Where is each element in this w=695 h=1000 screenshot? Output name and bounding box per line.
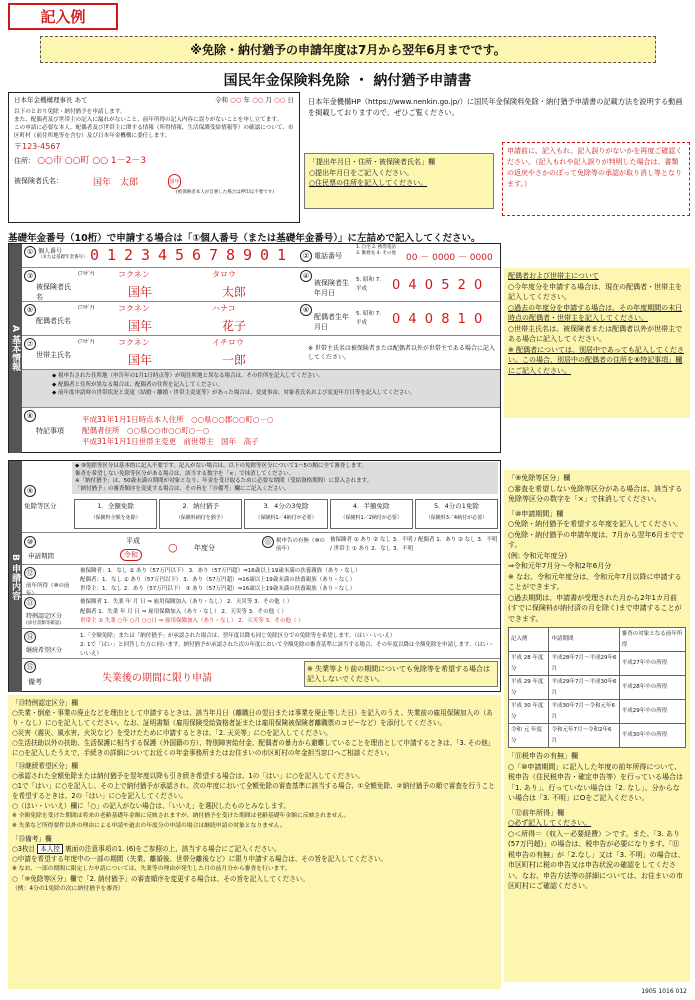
r15-note: ※ 失業等より前の期間についても免除等を希望する場合は記入しないでください。	[304, 661, 498, 687]
footer-code: 1905 1016 012	[641, 988, 687, 995]
id-digit[interactable]: 0	[89, 246, 100, 264]
r8-line-3[interactable]: 平成31年1月1日世帯主変更 前世帯主 国年 高子	[82, 437, 259, 446]
verify-note: 申請前に、記入もれ、記入誤りがないかを再度ご確認ください。（記入もれや記入誤りが判明した場合は、書類の返戻やさかのぼって免除等の承認が取り消し等となります。）	[502, 142, 690, 216]
phone-label: 電話番号	[314, 252, 342, 260]
r12-row-3[interactable]: 世帯主：1．なし 2．あり（57万円以下） ③ あり（57万円超）⇒16歳以上19歳未満の扶養親族（あり・なし）	[80, 586, 356, 592]
period-table: 記入例 申請期間 審査の対象となる前年所得 平成 28 年度分 平成28年7月～平成29年6月 平成27年中の所得 平成 29 年度分 平成29年7月～平成30年6月 平成28年中の所得 平成 30 年度分 平成30年7月～令和元年6月 平成29年中の所得 令和 元 年度分 令和元年7月～令和2年6月 平成30年中の所得	[508, 627, 686, 748]
seal-note: (被保険者本人が自署した場合は押印は不要です)	[175, 189, 274, 195]
r5-kana-given[interactable]: ハナコ	[212, 304, 236, 313]
r5-family-name[interactable]: 国年	[128, 319, 153, 333]
r12-row-2[interactable]: 配偶者：1．なし ② あり（57万円以下） 3．あり（57万円超）⇒16歳以上19歳未満の扶養親族（あり・なし）	[80, 577, 356, 583]
r5-kana-family[interactable]: コクネン	[118, 304, 150, 313]
r11-rows[interactable]: 被保険者 ① あり ② なし 3．不明 / 配偶者 1．あり ② なし 3．不明 / 世帯主 ① あり 2．なし 3．不明	[330, 537, 498, 552]
kiso-heading: 基礎年金番号（10桁）で申請する場合は「①個人番号（または基礎年金番号）」に左詰めで記入してください。	[8, 233, 481, 244]
a-bullet-2: ◆ 配偶者と住所が異なる場合は、配偶者の住所を記入してください。	[52, 381, 223, 388]
r10-year[interactable]: ○	[168, 541, 178, 554]
r3-family-name[interactable]: 国年	[128, 285, 153, 299]
exemption-type-option[interactable]: 2．納付猶予 （保険料納付を猶予）	[159, 499, 242, 529]
exemption-type-option[interactable]: 5．4分の1免除 （保険料3／4納付が必要）	[415, 499, 498, 529]
name-label: 被保険者氏名：	[14, 177, 63, 185]
intro-1: 以下のとおり免除・納付猶予を申請します。	[14, 108, 126, 115]
r3-kana-given[interactable]: タロウ	[212, 270, 236, 279]
address-value[interactable]: ○○市 ○○町 ○○ 1－2－3	[37, 155, 147, 166]
id-digit[interactable]: 2	[123, 246, 134, 264]
a-bullet-1: ◆ 税申告された住所地（申告年の1月1日時点等）が現住所地と異なる場合は、その住所を記入してください。	[52, 373, 324, 379]
intro-3: この申請に必要な本人、配偶者及び世帯主に関する情報（所得情報、生活保護受給情報等）の確認について、市区町村（前住所地等を含む）及び日本年金機構に委任します。	[14, 124, 294, 139]
spouse-note: 配偶者および世帯主について ○今年度分を申請する場合は、現在の配偶者・世帯主を記入してください。 ○過去の年度分を申請する場合は、その年度期間の末日時点の配偶者・世帯主を記入してください。 ○世帯主氏名は、被保険者または配偶者以外が世帯主である場合に記入してください。 ※ 配偶者については、別居中であっても記入してください。この場合、別居中の配偶者の住所を⑧特記事項」欄にご記入ください。	[504, 268, 690, 418]
r15-value[interactable]: 失業後の期間に限り申請	[102, 673, 212, 684]
date-day[interactable]: ○○	[274, 96, 286, 104]
r1-sub: （または基礎年金番号）	[38, 255, 88, 260]
r9-label: 免除等区分	[24, 502, 57, 510]
id-digit[interactable]: 3	[140, 246, 151, 264]
exemption-type-option[interactable]: 1．全額免除 （保険料全額を免除）	[74, 499, 157, 529]
notice-banner: ※免除・納付猶予の申請年度は7月から翌年6月までです。	[40, 36, 656, 63]
r12-row-1[interactable]: 被保険者：1．なし ② あり（57万円以下） 3．あり（57万円超）⇒16歳以上19歳未満の扶養親族（あり・なし）	[80, 568, 361, 574]
form-title: 国民年金保険料免除 ・ 納付猶予申請書	[223, 73, 472, 89]
r1-label: 個人番号	[38, 248, 63, 255]
section-a: A 基本情報 ① 個人番号 （または基礎年金番号） 0 1 2 3 4 5 6 7 8 9 0 1 ② 電話番号 1. 自宅 2. 携帯電話 3. 勤務先 4. その他 00 － 0000 － 0000 ③ 被保険者氏名 (ﾌﾘｶﾞﾅ) コクネン タロウ 国年 太郎 ④ 被保険者生年月日 5. 昭和 7. 平成 0 4 0 5 2 0 ⑤ 配偶者氏名 (ﾌﾘｶﾞﾅ) コクネン ハナコ 国年 花子 ⑥ 配偶者生年月日 5. 昭和 7. 平成 0 4 0 8 1 0 ⑦ 世帯主氏名 (ﾌﾘｶﾞﾅ) コクネン イチロウ 国年 一郎 ※ 世帯主氏名は被保険者または配偶者以外が世帯主である場合に記入してください。 ◆ 税申告された住所地（申告年の1月1日時点等）が現住所地と異なる場合は、その住所を記入してください。 ◆ 配偶者と住所が異なる場合は、配偶者の住所を記入してください。 ◆ 前年度申請時の世帯状況と変更（結婚・離婚・世帯主変更等）があった場合は、変更事由、対象者氏名および変更年月日等を記入してください。 ⑧ 特記事項 平成31年1月1日時点本人住所 ○○県○○郡○○町○－○ 配偶者住所 ○○県○○市○○町○－○ 平成31年1月1日世帯主変更 前世帯主 国年 高子	[8, 243, 501, 453]
section-b-label: B 申請内容	[9, 461, 22, 692]
date-month[interactable]: ○○	[252, 96, 264, 104]
id-digit[interactable]: 8	[225, 246, 236, 264]
r8-label: 特記事項	[36, 427, 64, 435]
r8-line-2[interactable]: 配偶者住所 ○○県○○市○○町○－○	[82, 426, 210, 435]
id-digit[interactable]: 0	[259, 246, 270, 264]
r7-label: 世帯主氏名	[36, 351, 71, 359]
date-address-note: 「提出年月日・住所・被保険者氏名」欄 ○提出年月日をご記入ください。 ○住民票の住所を記入してください。	[304, 153, 494, 209]
r6-birthdate[interactable]: 0 4 0 8 1 0	[392, 312, 485, 327]
addressee: 日本年金機構理事長 あて	[14, 96, 88, 104]
name-value[interactable]: 国年 太郎	[93, 177, 139, 188]
r5-label: 配偶者氏名	[36, 317, 71, 325]
bottom-notes: 「⑬特例認定区分」欄 ○失業・倒産・事業の廃止などを理由として申請するときは、該当年月日（離職日の翌日または事業を廃止等した日）を記入のうえ、失業前の雇用保険加入の（あり・なし）に○を記入してください。なお、証明書類（雇用保険受給資格者証または雇用保険被保険者離職票のコピーなど）を添付してください。 ○災害（震災、風水害、火災など）を受けたために申請するときは、「2. 天災等」に○を記入してください。 ○生活扶助以外の扶助、生活保護に相当する保護（外国籍の方）、特別障害給付金、配偶者の暴力から避難していることを理由として申請するときは、「3. その他」に○を記入したうえで、手続きの詳細についてお近くの年金事務所またはお住まいの市区町村の年金担当窓口へご相談ください。 「⑭継続希望区分」欄 ○承認された全額免除または納付猶予を翌年度以降も引き続き希望する場合は、1の「はい」に○を記入してください。 ○1で「はい」に○を記入し、その上で納付猶予が承認され、次の年度において全額免除の審査基準に該当する場合、①全額免除、②納付猶予の順で審査を行うことを希望するときは、2の「はい」に○を記入してください。 ○（はい・いいえ）欄に「○」の記入がない場合は、「いいえ」を選択したものとみなします。 ※ 全額免除を受けた期間は将来の老齢基礎年金額に反映されますが、納付猶予を受けた期間は老齢基礎年金額に反映されません。 ※ 失業など所得要件以外の理由による申請や過去の年度分の申請の場合は継続申請の対象となりません。 「⑮備考」欄 ○3枚目 本人控 裏面の注意事項の1. (6)をご参照の上、該当する場合にご記入ください。 ○申請を希望する年度中の一部の期間（失業、離婚後、世帯分離後など）に限り申請する場合は、その旨を記入してください。 ※ なお、一部の期間に限定した申請については、失業等の理由が発生した月の前月分から審査を行います。 ○「⑨免除等区分」欄で「2. 納付猶予」の審査順序を変更する場合は、その旨を記入してください。 （例：4分の1免除の次に納付猶予を審査）	[8, 695, 501, 989]
applicant-box	[8, 92, 300, 223]
r8-line-1[interactable]: 平成31年1月1日時点本人住所 ○○県○○郡○○町○－○	[82, 415, 274, 424]
id-digit[interactable]: 1	[276, 246, 287, 264]
r10-label: 申請期間	[28, 552, 54, 560]
r14-text-2[interactable]: 2. 1で「はい」と回答した方に伺います。納付猶予が承認された次の年度において全額免除の審査基準に該当する場合、その年度以降は全額免除を申請します。（はい・いいえ）	[80, 642, 494, 657]
id-digit[interactable]: 7	[208, 246, 219, 264]
r13-row-2[interactable]: 配偶者 1．失業 年 月 日 ⇒ 雇用保険加入（あり・なし） 2．天災等 3．その他（ ）	[80, 608, 287, 615]
id-digit[interactable]: 9	[242, 246, 253, 264]
r7-kana-given[interactable]: イチロウ	[212, 338, 244, 347]
r11-label: 税申告の有無（⑩の前年）	[276, 538, 325, 552]
seal-stamp: 国年	[168, 174, 181, 189]
submission-date: 令和 ○○ 年 ○○ 月 ○○ 日	[215, 96, 294, 104]
r14-text-1[interactable]: 1.「全額免除」または「納付猶予」が承認された場合は、翌年度以降も同じ免除区分での免除等を希望します。（はい・いいえ）	[80, 633, 396, 639]
r13-label: 特例認定区分	[26, 613, 63, 620]
r12-label: 前年所得（⑩の前年）	[26, 583, 70, 597]
r14-label: 継続希望区分	[26, 647, 63, 654]
right-notes-b: 「⑨免除等区分」欄 ○審査を希望しない免除等区分がある場合は、該当する免除等区分の数字を「×」で抹消してください。 「⑩申請期間」欄 ○免除・納付猶予を希望する年度を記入してください。 ○免除・納付猶予の申請年度は、7月から翌年6月までです。 (例: 令和元年度分) ⇒令和元年7月分～令和2年6月分 ※ なお、令和元年度分は、令和元年7月以降に申請することができます。 ○過去期間は、申請書が受理された月から2年1カ月前(すでに保険料が納付済の月を除く)まで申請することができます。 記入例 申請期間 審査の対象となる前年所得 平成 28 年度分 平成28年7月～平成29年6月 平成27年中の所得 平成 29 年度分 平成29年7月～平成30年6月 平成28年中の所得 平成 30 年度分 平成30年7月～令和元年6月 平成29年中の所得 令和 元 年度分 令和元年7月～令和2年6月 平成30年中の所得 「⑪税申告の有無」欄 ○「⑩申請期間」に記入した年度の前年所得について、税申告（住民税申告・確定申告等）を行っている場合は「1. あり」、行っていない場合は「2. なし」、分からない場合は「3. 不明」にOをご記入ください。 「⑫前年所得」欄 ○必ず記入してください。 ○＜所得＝（収入－必要経費）＞です。また、「3. あり(57万円超)」の場合は、税申告が必要になります。「⑪税申告の有無」が「2.なし」又は「3. 不明」の場合は、市区町村に税の申告又は申告状況の確認をしてください。なお、申告方法等の詳細については、お住まいの市区町村にご確認ください。	[504, 470, 690, 982]
r7-kana-family[interactable]: コクネン	[118, 338, 150, 347]
r6-label: 配偶者生年月日	[314, 313, 349, 331]
id-digits[interactable]	[86, 246, 290, 264]
date-year[interactable]: ○○	[230, 96, 242, 104]
r15-label: 備考	[28, 678, 42, 686]
r3-kana-family[interactable]: コクネン	[118, 270, 150, 279]
r13-row-1[interactable]: 被保険者 1．失業 年 月 日 ⇒ 雇用保険加入（あり・なし） 2．天災等 3．その他（ ）	[80, 599, 293, 605]
id-digit[interactable]: 6	[191, 246, 202, 264]
r3-label: 被保険者氏名	[36, 283, 71, 301]
phone-options: 1. 自宅 2. 携帯電話 3. 勤務先 4. その他	[356, 245, 396, 256]
section-a-label: A 基本情報	[9, 244, 22, 453]
r10-era[interactable]: 令和	[120, 549, 142, 561]
exemption-type-option[interactable]: 3．4分の3免除 （保険料1／4納付が必要）	[244, 499, 327, 529]
intro-2: また、配偶者及び世帯主の記入に漏れがないこと、前年所得の記入内容に誤りがないことを申し立てます。	[14, 116, 283, 123]
r5-given-name[interactable]: 花子	[222, 319, 247, 333]
hp-note: 日本年金機構HP（https://www.nenkin.go.jp/）に国民年金保険料免除・納付猶予申請書の記載方法を説明する動画を掲載しておりますので、ぜひご覧ください。	[308, 97, 683, 117]
phone-value[interactable]: 00 － 0000 － 0000	[406, 253, 493, 263]
id-digit[interactable]: 5	[174, 246, 185, 264]
exemption-type-option[interactable]: 4．半額免除 （保険料1／2納付が必要）	[330, 499, 413, 529]
zip-code[interactable]: 〒123-4567	[14, 141, 61, 151]
address-label: 住所：	[14, 156, 35, 165]
r7-given-name[interactable]: 一郎	[222, 353, 247, 367]
section-b: B 申請内容 ⑨ 免除等区分 ◆ ⑨免除等区分は基本的に記入不要です。記入がない場合は、以下の免除等区分について1～5の順に全て審査します。 審査を希望しない免除等区分がある場合は、該当する数字を「×」で抹消してください。 ※「納付猶予」は、50歳未満の期間が対象となり、年金を受け取るために必要な期間（受給資格期間）に算入されます。 「納付猶予」の審査順序を変更する場合は、その旨を「⑮備考」欄にご記入ください。 1．全額免除 （保険料全額を免除） 2．納付猶予 （保険料納付を猶予） 3．4分の3免除 （保険料1／4納付が必要） 4．半額免除 （保険料1／2納付が必要） 5．4分の1免除 （保険料3／4納付が必要） ⑩ 申請期間 平成 令和 ○ 年度分 ⑪ 税申告の有無（⑩の前年） 被保険者 ① あり ② なし 3．不明 / 配偶者 1．あり ② なし 3．不明 / 世帯主 ① あり 2．なし 3．不明 ⑫ 前年所得（⑩の前年） 被保険者：1．なし ② あり（57万円以下） 3．あり（57万円超）⇒16歳以上19歳未満の扶養親族（あり・なし） 配偶者：1．なし ② あり（57万円以下） 3．あり（57万円超）⇒16歳以上19歳未満の扶養親族（あり・なし） 世帯主：1．なし 2．あり（57万円以下） ③ あり（57万円超）⇒16歳以上19歳未満の扶養親族（あり・なし） ⑬ 特例認定区分 (添付書類等確認) 被保険者 1．失業 年 月 日 ⇒ 雇用保険加入（あり・なし） 2．天災等 3．その他（ ） 配偶者 1．失業 年 月 日 ⇒ 雇用保険加入（あり・なし） 2．天災等 3．その他（ ） 世帯主 ① 失業 ○年 ○月 ○○日 ⇒ 雇用保険加入（あり・なし） 2．天災等 3．その他（ ） ⑭ 継続希望区分 1.「全額免除」または「納付猶予」が承認された場合は、翌年度以降も同じ免除区分での免除等を希望します。（はい・いいえ） 2. 1で「はい」と回答した方に伺います。納付猶予が承認された次の年度において全額免除の審査基準に該当する場合、その年度以降は全額免除を申請します。（はい・いいえ） ⑮ 備考 失業後の期間に限り申請 ※ 失業等より前の期間についても免除等を希望する場合は記入しないでください。	[8, 460, 501, 692]
r7-family-name[interactable]: 国年	[128, 353, 153, 367]
r4-label: 被保険者生年月日	[314, 279, 349, 297]
id-digit[interactable]: 4	[157, 246, 168, 264]
a-bullet-3: ◆ 前年度申請時の世帯状況と変更（結婚・離婚・世帯主変更等）があった場合は、変更事由、対象者氏名および変更年月日等を記入してください。	[52, 390, 416, 396]
id-digit[interactable]: 1	[106, 246, 117, 264]
sample-tag: 記入例	[8, 3, 118, 30]
r4-birthdate[interactable]: 0 4 0 5 2 0	[392, 278, 485, 293]
r13-row-3[interactable]: 世帯主 ① 失業 ○年 ○月 ○○日 ⇒ 雇用保険加入（あり・なし） 2．天災等 3．その他（ ）	[80, 618, 304, 624]
r7-note: ※ 世帯主氏名は被保険者または配偶者以外が世帯主である場合に記入してください。	[308, 345, 495, 361]
r3-given-name[interactable]: 太郎	[222, 285, 247, 299]
